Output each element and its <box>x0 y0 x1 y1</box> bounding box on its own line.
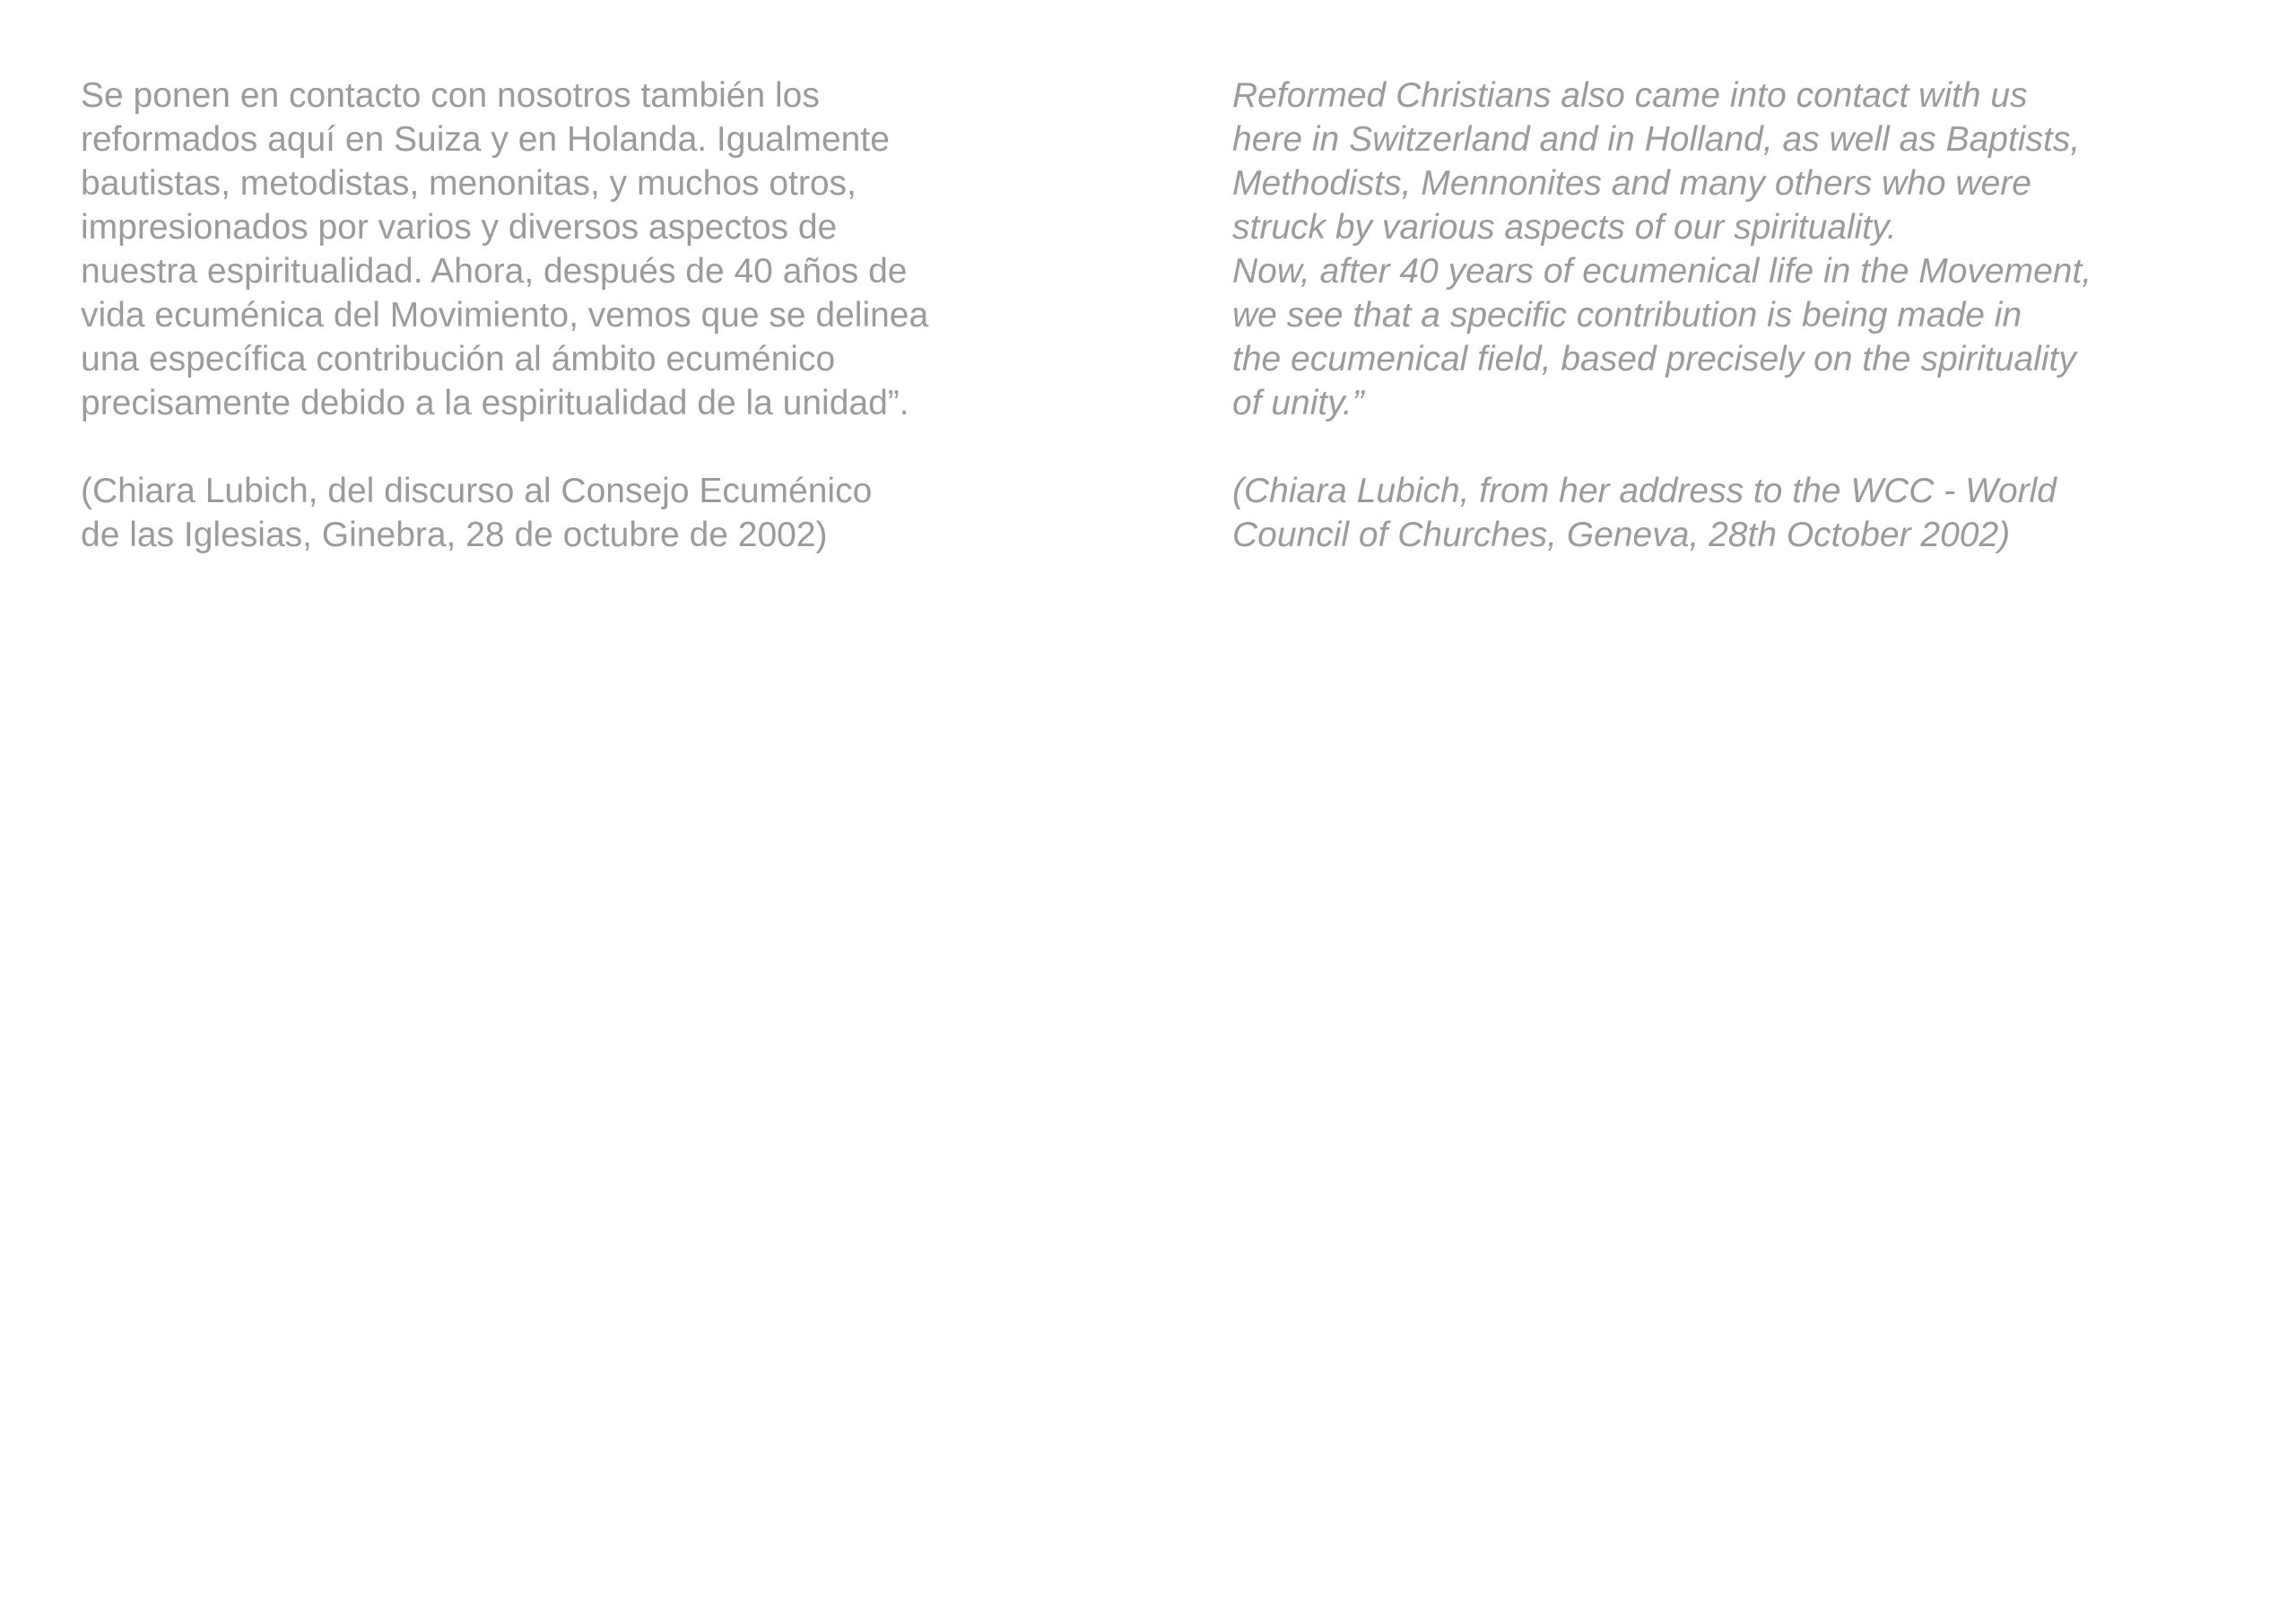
spanish-quote-line: vida ecuménica del Movimiento, vemos que se delinea <box>81 296 929 334</box>
english-quote-line: Reformed Christians also came into contact with us <box>1232 76 2028 115</box>
english-quote-line: struck by various aspects of our spirituality. <box>1232 208 1897 247</box>
spanish-citation-line: (Chiara Lubich, del discurso al Consejo Ecuménico <box>81 472 873 510</box>
english-quote-line: here in Switzerland and in Holland, as well as Baptists, <box>1232 120 2081 159</box>
english-quote-line: we see that a specific contribution is being made in <box>1232 296 2022 334</box>
english-citation-line: (Chiara Lubich, from her address to the WCC - World <box>1232 472 2057 510</box>
english-quote-line: Now, after 40 years of ecumenical life in the Movement, <box>1232 252 2092 291</box>
spanish-quote-line: impresionados por varios y diversos aspectos de <box>81 208 838 247</box>
spanish-column <box>81 74 1157 557</box>
spanish-quote-line: nuestra espiritualidad. Ahora, después de 40 años de <box>81 252 908 291</box>
paragraph-spacer <box>81 425 1157 469</box>
spanish-quote-line: una específica contribución al ámbito ecuménico <box>81 340 836 378</box>
english-citation <box>1232 469 2264 557</box>
english-quote-line: the ecumenical field, based precisely on the spirituality <box>1232 340 2076 378</box>
spanish-quote <box>81 74 1157 425</box>
paragraph-spacer <box>1232 425 2264 469</box>
spanish-quote-line: Se ponen en contacto con nosotros también los <box>81 76 820 115</box>
spanish-quote-line: bautistas, metodistas, menonitas, y muchos otros, <box>81 164 857 203</box>
english-citation-line: Council of Churches, Geneva, 28th October 2002) <box>1232 516 2011 554</box>
spanish-citation <box>81 469 1157 557</box>
english-column <box>1232 74 2264 557</box>
spanish-quote-line: reformados aquí en Suiza y en Holanda. Igualmente <box>81 120 890 159</box>
english-quote <box>1232 74 2264 425</box>
spanish-quote-line: precisamente debido a la espiritualidad de la unidad”. <box>81 384 909 422</box>
english-quote-line: Methodists, Mennonites and many others who were <box>1232 164 2031 203</box>
english-quote-line: of unity.” <box>1232 384 1364 422</box>
spanish-citation-line: de las Iglesias, Ginebra, 28 de octubre de 2002) <box>81 516 828 554</box>
